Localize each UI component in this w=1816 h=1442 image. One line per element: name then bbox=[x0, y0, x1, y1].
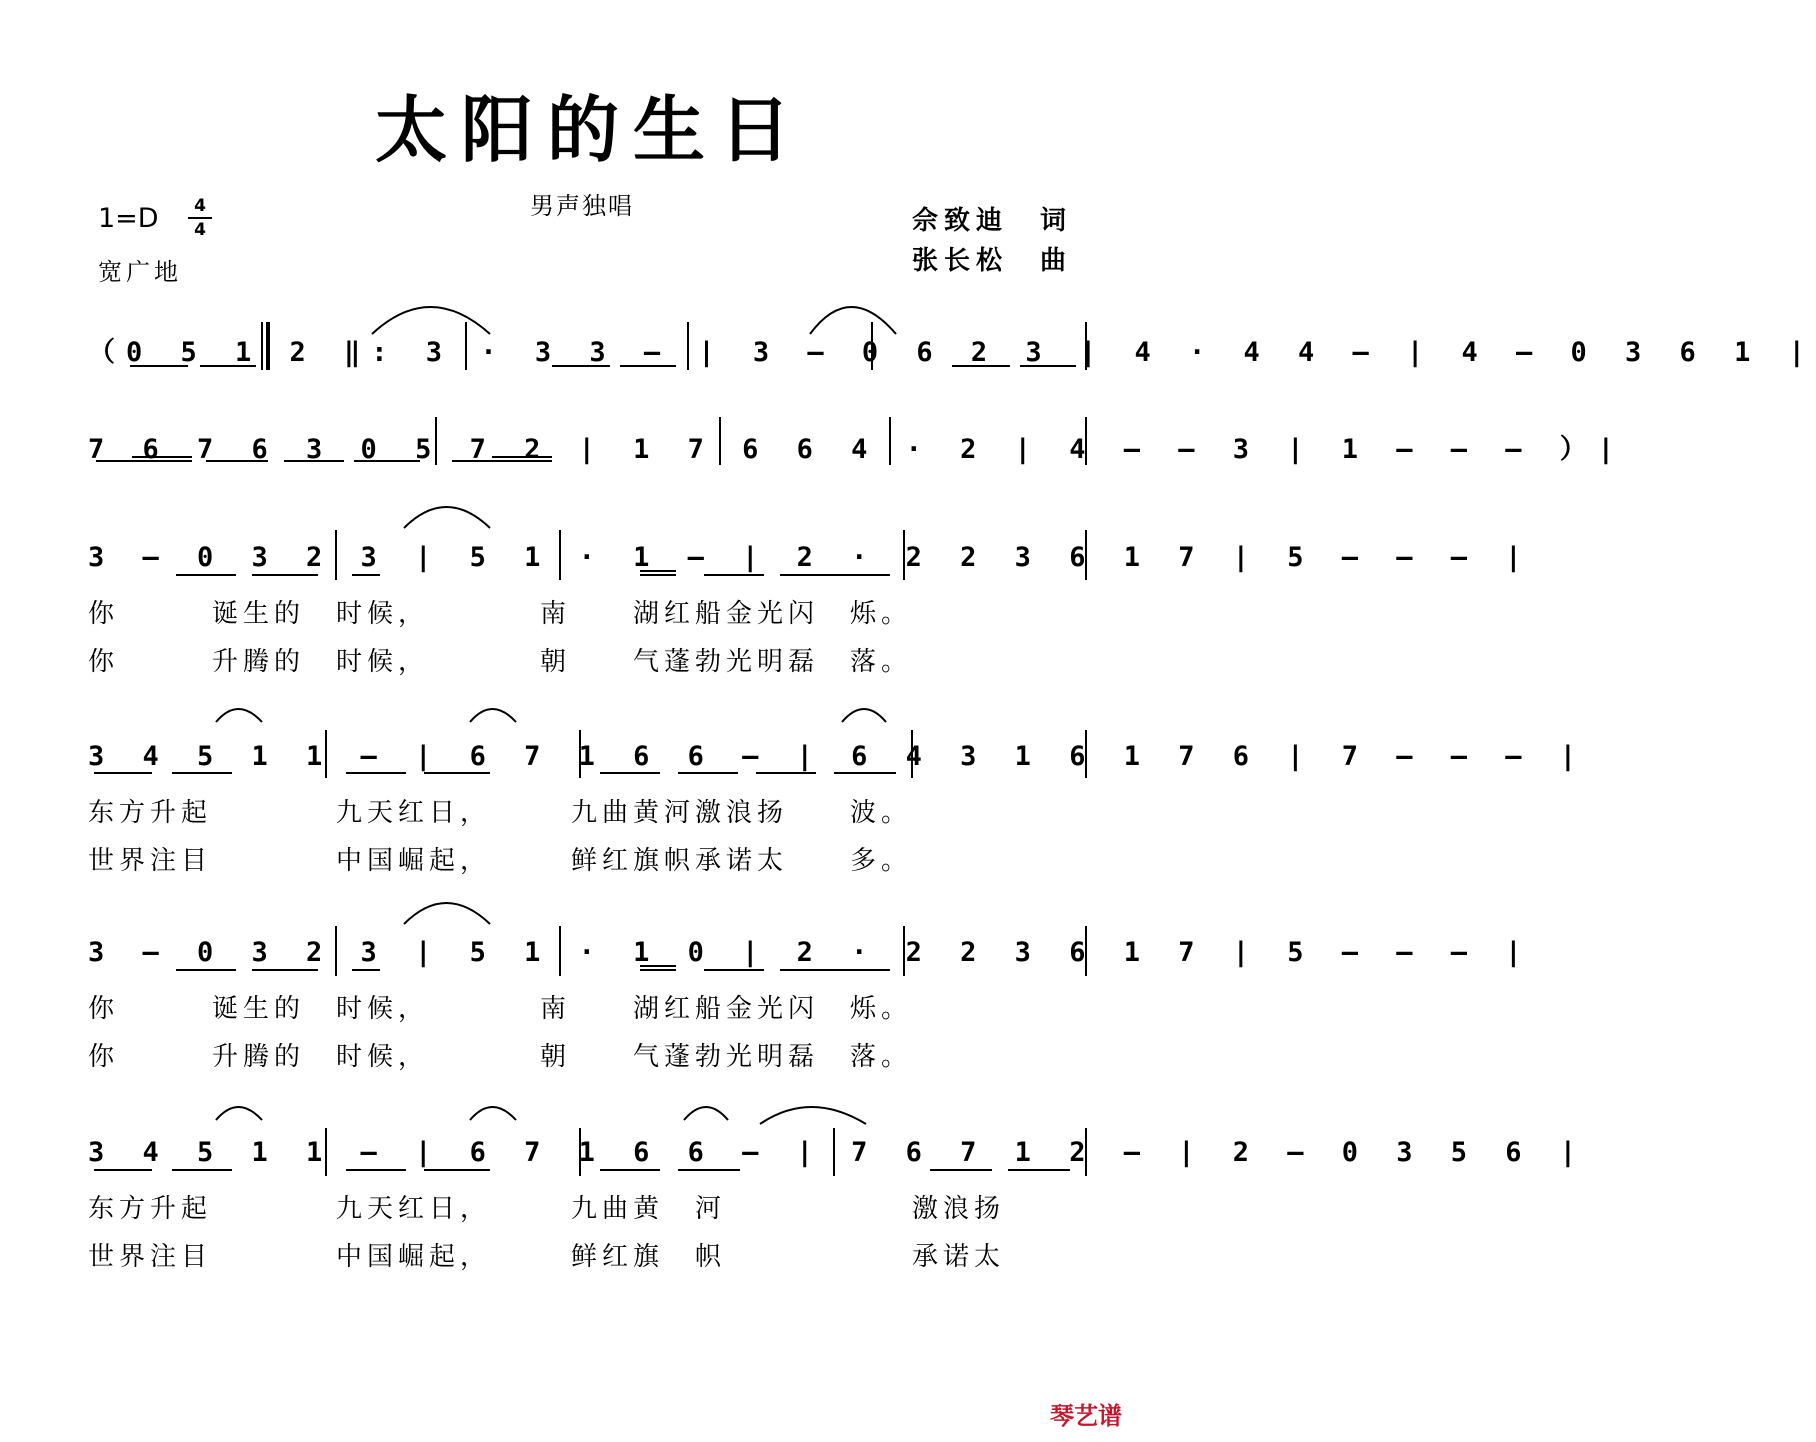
lyricist-credit: 佘致迪 词 bbox=[912, 206, 1073, 236]
composer-credit: 张长松 曲 bbox=[912, 246, 1073, 276]
slur bbox=[404, 507, 490, 528]
lyric-line-3b: 你 升腾的 时候， 朝 气蓬勃光明磊 落。 bbox=[88, 647, 913, 677]
notation-system-3: 3 – 0 3 2 3 | 5 1 · 1 – | 2 · 2 2 3 6 1 7 | 5 – – – | bbox=[88, 542, 1533, 573]
subtitle: 男声独唱 bbox=[530, 192, 634, 220]
slur bbox=[760, 1107, 866, 1124]
slur bbox=[470, 1107, 516, 1120]
slur bbox=[372, 307, 490, 334]
watermark-logo: 琴艺谱 bbox=[1050, 1402, 1122, 1430]
lyric-line-4b: 世界注目 中国崛起， 鲜红旗帜承诺太 多。 bbox=[88, 846, 913, 876]
notation-system-6: 3 4 5 1 1 – | 6 7 1 6 6 – | 7 6 7 1 2 – | 2 – 0 3 5 6 | bbox=[88, 1137, 1588, 1168]
time-signature-top: 4 bbox=[194, 196, 206, 216]
lyric-line-5a: 你 诞生的 时候， 南 湖红船金光闪 烁。 bbox=[88, 994, 913, 1024]
slur bbox=[404, 903, 490, 924]
key-signature: 1=D bbox=[98, 203, 159, 234]
lyric-line-4a: 东方升起 九天红日， 九曲黄河激浪扬 波。 bbox=[88, 798, 913, 828]
slur bbox=[216, 709, 262, 722]
notation-system-4: 3 4 5 1 1 – | 6 7 1 6 6 – | 6 4 3 1 6 1 7 6 | 7 – – – | bbox=[88, 741, 1588, 772]
slur bbox=[842, 709, 886, 722]
time-signature-bottom: 4 bbox=[194, 220, 206, 240]
lyric-line-6a: 东方升起 九天红日， 九曲黄 河 激浪扬 bbox=[88, 1194, 1006, 1224]
slur bbox=[216, 1107, 262, 1120]
lyric-line-5b: 你 升腾的 时候， 朝 气蓬勃光明磊 落。 bbox=[88, 1042, 913, 1072]
page-title: 太阳的生日 bbox=[374, 88, 805, 172]
notation-system-5: 3 – 0 3 2 3 | 5 1 · 1 0 | 2 · 2 2 3 6 1 7 | 5 – – – | bbox=[88, 937, 1533, 968]
slur bbox=[684, 1107, 728, 1120]
lyric-line-6b: 世界注目 中国崛起， 鲜红旗 帜 承诺太 bbox=[88, 1242, 1006, 1272]
notation-system-1: （0 5 1 2 ‖: 3 · 3 3 – | 3 – 0 6 2 3 | 4 · 4 4 – | 4 – 0 3 6 1 | bbox=[88, 337, 1816, 368]
slur bbox=[470, 709, 516, 722]
lyric-line-3a: 你 诞生的 时候， 南 湖红船金光闪 烁。 bbox=[88, 599, 913, 629]
notation-system-2: 7 6 7 6 3 0 5 7 2 | 1 7 6 6 4 · 2 | 4 – – 3 | 1 – – – ）| bbox=[88, 434, 1626, 465]
slur bbox=[810, 307, 896, 334]
tempo-marking: 宽广地 bbox=[98, 258, 182, 286]
